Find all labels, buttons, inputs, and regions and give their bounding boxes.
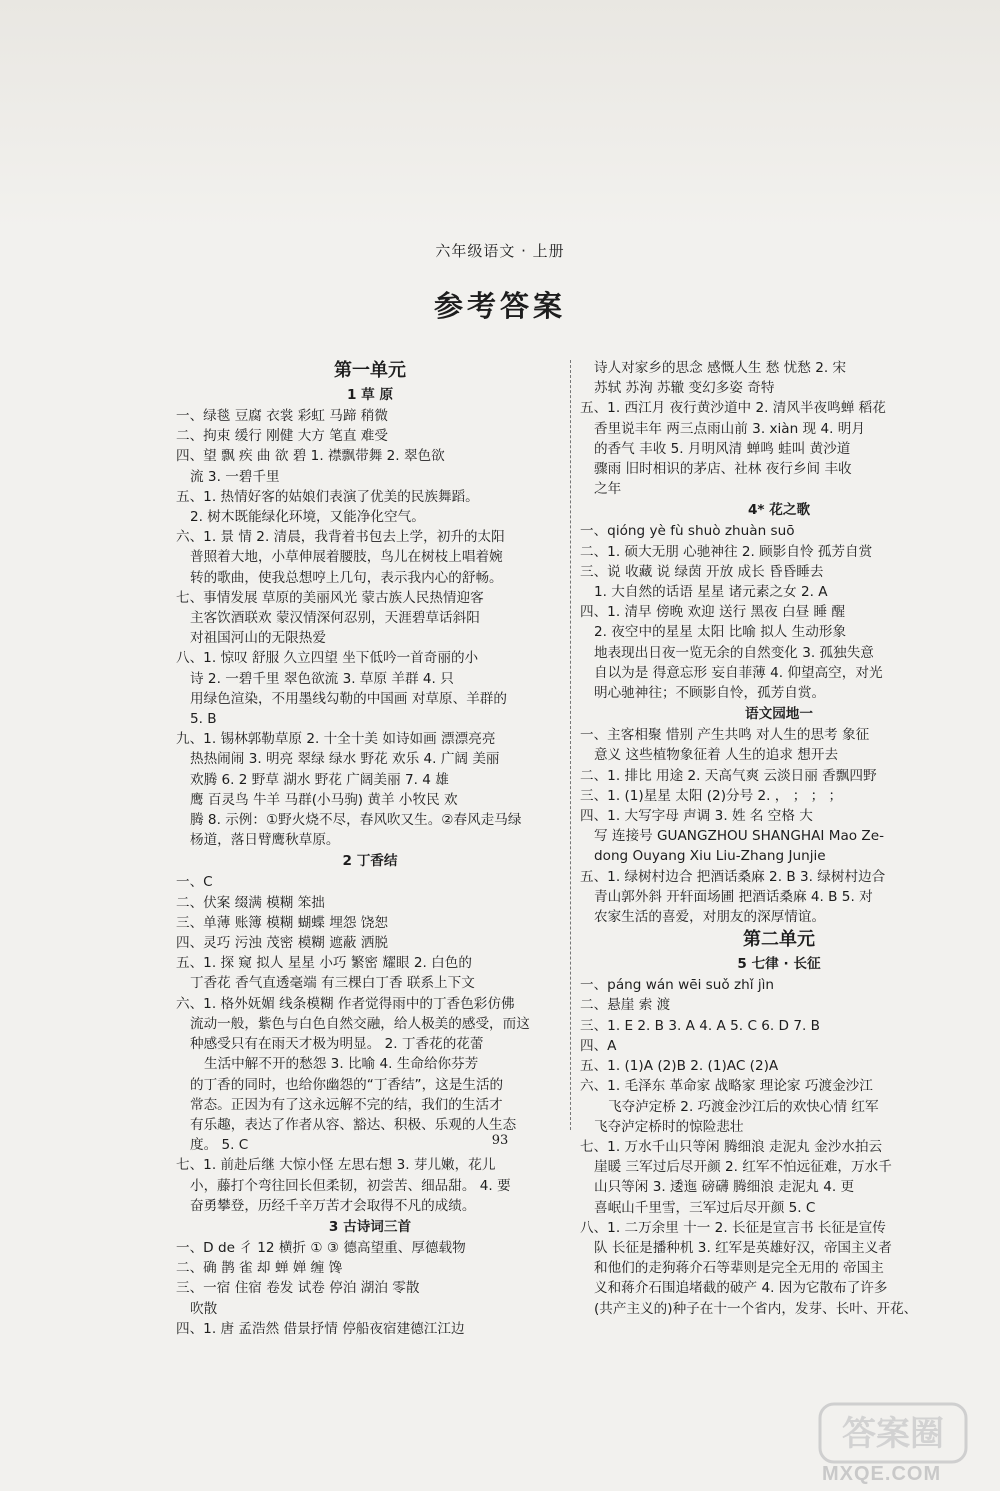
answer-line: 四、1. 唐 孟浩然 借景抒情 停船夜宿建德江江边	[176, 1320, 465, 1337]
answer-line: 生活中解不开的愁怨 3. 比喻 4. 生命给你芬芳	[204, 1056, 479, 1073]
answer-line: 五、1. (1)A (2)B 2. (1)AC (2)A	[580, 1058, 779, 1075]
answer-line: 五、1. 探 窥 拟人 星星 小巧 繁密 耀眼 2. 白色的	[176, 955, 472, 972]
answer-line: 种感受只有在雨天才极为明显。 2. 丁香花的花蕾	[190, 1036, 484, 1053]
book-subtitle: 六年级语文 · 上册	[435, 242, 565, 260]
answer-line: 山只等闲 3. 逶迤 磅礴 腾细浪 走泥丸 4. 更	[594, 1179, 855, 1196]
answer-line: 三、单薄 账簿 模糊 蝴蝶 埋怨 饶恕	[176, 914, 388, 931]
answer-line: 一、主客相聚 惜别 产生共鸣 对人生的思考 象征	[580, 727, 870, 744]
answer-line: 义和蒋介石围追堵截的破产 4. 因为它散布了许多	[594, 1280, 888, 1297]
page-number: 93	[491, 1133, 509, 1148]
answer-line: 2. 夜空中的星星 太阳 比喻 拟人 生动形象	[594, 624, 847, 641]
answer-line: 队 长征是播种机 3. 红军是英雄好汉，帝国主义者	[594, 1239, 892, 1256]
answer-line: 丁香花 香气直透毫端 有三棵白丁香 联系上下文	[190, 975, 475, 992]
answer-line: 热热闹闹 3. 明亮 翠绿 绿水 野花 欢乐 4. 广阔 美丽	[190, 751, 500, 768]
answer-line: 四、1. 大写字母 声调 3. 姓 名 空格 大	[580, 808, 813, 825]
unit-heading: 第二单元	[743, 929, 815, 951]
answer-line: 八、1. 惊叹 舒服 久立四望 坐下低吟一首奇丽的小	[176, 650, 479, 667]
answer-line: 七、事情发展 草原的美丽风光 蒙古族人民热情迎客	[176, 589, 484, 606]
answer-line: 流 3. 一碧千里	[190, 468, 280, 485]
answer-line: 二、确 鹊 雀 却 蝉 婵 缠 馋	[176, 1260, 343, 1277]
answer-line: 二、伏案 缀满 模糊 笨拙	[176, 894, 325, 911]
answer-line: 1. 大自然的话语 星星 诸元素之女 2. A	[594, 584, 828, 601]
page-scan-shade	[0, 0, 1000, 230]
answer-line: 和他们的走狗蒋介石等辈则是完全无用的 帝国主	[594, 1260, 884, 1277]
answer-line: 六、1. 格外妩媚 线条模糊 作者觉得雨中的丁香色彩仿佛	[176, 995, 515, 1012]
answer-line: 五、1. 西江月 夜行黄沙道中 2. 清风半夜鸣蝉 稻花	[580, 400, 886, 417]
answer-line: 三、说 收藏 说 绿茵 开放 成长 昏昏睡去	[580, 563, 824, 580]
answer-line: 九、1. 锡林郭勒草原 2. 十全十美 如诗如画 漂漂亮亮	[176, 731, 496, 748]
answer-line: 四、望 飘 疾 曲 欲 碧 1. 襟飘带舞 2. 翠色欲	[176, 448, 445, 465]
answer-line: 八、1. 二万余里 十一 2. 长征是宣言书 长征是宣传	[580, 1219, 886, 1236]
answer-line: 自以为是 得意忘形 妄自菲薄 4. 仰望高空，对光	[594, 664, 883, 681]
answer-line: 一、páng wán wēi suǒ zhǐ jìn	[580, 977, 775, 994]
answer-line: 青山郭外斜 开轩面场圃 把酒话桑麻 4. B 5. 对	[594, 888, 873, 905]
answer-line: 四、A	[580, 1037, 617, 1054]
lesson-heading: 语文园地一	[745, 706, 813, 723]
answer-line: 对祖国河山的无限热爱	[190, 630, 326, 647]
answer-line: 崖暖 三军过后尽开颜 2. 红军不怕远征难，万水千	[594, 1159, 892, 1176]
answer-line: 写 连接号 GUANGZHOU SHANGHAI Mao Ze-	[594, 828, 884, 845]
answer-line: 腾 8. 示例：①野火烧不尽，春风吹又生。②春风走马绿	[190, 812, 522, 829]
watermark-logo-graphic	[818, 1398, 968, 1468]
answer-line: 之年	[594, 481, 622, 498]
answer-line: 的丁香的同时，也给你幽怨的“丁香结”，这是生活的	[190, 1076, 504, 1093]
lesson-heading: 5 七律 · 长征	[737, 956, 821, 973]
answer-line: 鹰 百灵鸟 牛羊 马群(小马驹) 黄羊 小牧民 欢	[190, 791, 458, 808]
answer-line: 七、1. 万水千山只等闲 腾细浪 走泥丸 金沙水拍云	[580, 1138, 883, 1155]
answer-line: 一、qióng yè fù shuò zhuàn suō	[580, 523, 795, 540]
answer-line: 骤雨 旧时相识的茅店、社林 夜行乡间 丰收	[594, 461, 852, 478]
answer-line: 香里说丰年 两三点雨山前 3. xiàn 现 4. 明月	[594, 420, 865, 437]
answer-line: 飞夺泸定桥时的惊险悲壮	[594, 1118, 744, 1135]
answer-line: 六、1. 景 情 2. 清晨，我背着书包去上学，初升的太阳	[176, 529, 505, 546]
answer-line: 一、D de 彳 12 横折 ① ③ 德高望重、厚德载物	[176, 1239, 466, 1256]
answer-line: 喜岷山千里雪，三军过后尽开颜 5. C	[594, 1199, 816, 1216]
answer-line: 诗 2. 一碧千里 翠色欲流 3. 草原 羊群 4. 只	[190, 670, 454, 687]
answer-line: 明心驰神往；不顾影自怜，孤芳自赏。	[594, 685, 826, 702]
answer-line: 四、1. 清早 傍晚 欢迎 送行 黑夜 白昼 睡 醒	[580, 604, 846, 621]
answer-line: 奋勇攀登，历经千辛万苦才会取得不凡的成绩。	[190, 1197, 476, 1214]
lesson-heading: 4* 花之歌	[747, 502, 811, 519]
lesson-heading: 3 古诗词三首	[328, 1218, 412, 1235]
watermark-site: MXQE.COM	[822, 1463, 942, 1485]
answer-line: 诗人对家乡的思念 感慨人生 愁 忧愁 2. 宋	[594, 360, 847, 376]
answer-line: 流动一般，紫色与白色自然交融，给人极美的感受，而这	[190, 1015, 530, 1032]
column-divider	[570, 360, 571, 1130]
page-title: 参考答案	[433, 289, 566, 323]
answer-line: 地表现出日夜一览无余的自然变化 3. 孤独失意	[594, 644, 874, 661]
answer-line: 有乐趣，表达了作者从容、豁达、积极、乐观的人生态	[190, 1116, 517, 1133]
answer-line: 主客饮酒联欢 蒙汉情深何忍别，天涯碧草话斜阳	[190, 610, 480, 627]
answer-line: 常态。正因为有了这永远解不完的结，我们的生活才	[190, 1096, 503, 1113]
answer-line: dong Ouyang Xiu Liu-Zhang Junjie	[594, 848, 826, 865]
answer-line: 杨道，落日臂鹰秋草原。	[190, 832, 340, 849]
answer-line: 意义 这些植物象征着 人生的追求 想开去	[594, 747, 839, 764]
answer-line: 5. B	[190, 711, 217, 728]
answer-line: 用绿色渲染，不用墨线勾勒的中国画 对草原、羊群的	[190, 690, 507, 707]
answer-line: 三、1. E 2. B 3. A 4. A 5. C 6. D 7. B	[580, 1017, 820, 1034]
answer-line: 二、1. 硕大无朋 心驰神往 2. 顾影自怜 孤芳自赏	[580, 543, 873, 560]
answer-line: 四、灵巧 污浊 茂密 模糊 遮蔽 洒脱	[176, 935, 388, 952]
lesson-heading: 1 草 原	[346, 387, 394, 403]
answer-line: 二、悬崖 索 渡	[580, 997, 671, 1014]
answer-line: 一、绿毯 豆腐 衣裳 彩虹 马蹄 稍微	[176, 408, 388, 424]
answer-line: 2. 树木既能绿化环境，又能净化空气。	[190, 509, 425, 526]
answer-line: 度。 5. C	[190, 1137, 249, 1154]
answer-line: 三、一宿 住宿 卷发 试卷 停泊 湖泊 零散	[176, 1280, 420, 1297]
answer-line: 吹散	[190, 1300, 218, 1317]
answer-line: 的香气 丰收 5. 月明风清 蝉鸣 蛙叫 黄沙道	[594, 440, 851, 457]
answer-line: 欢腾 6. 2 野草 湖水 野花 广阔美丽 7. 4 雄	[190, 771, 449, 788]
answer-line: 二、拘束 缓行 刚健 大方 笔直 难受	[176, 428, 388, 445]
answer-line: 普照着大地，小草伸展着腰肢，鸟儿在树枝上唱着婉	[190, 549, 503, 566]
answer-line: (共产主义的)种子在十一个省内，发芽、长叶、开花、	[594, 1300, 918, 1317]
answer-line: 转的歌曲，使我总想哼上几句，表示我内心的舒畅。	[190, 569, 503, 586]
answer-line: 五、1. 热情好客的姑娘们表演了优美的民族舞蹈。	[176, 488, 479, 505]
answer-line: 一、C	[176, 874, 213, 891]
watermark-logo-text: 答案圈	[842, 1414, 944, 1454]
lesson-heading: 2 丁香结	[342, 853, 398, 870]
answer-line: 飞夺泸定桥 2. 巧渡金沙江后的欢快心情 红军	[608, 1098, 879, 1115]
right-answer-column	[580, 358, 978, 1319]
left-answer-column	[176, 358, 564, 1339]
watermark-logo	[818, 1398, 968, 1470]
answer-line: 六、1. 毛泽东 革命家 战略家 理论家 巧渡金沙江	[580, 1078, 873, 1095]
answer-line: 农家生活的喜爱，对朋友的深厚情谊。	[594, 909, 826, 926]
answer-line: 二、1. 排比 用途 2. 天高气爽 云淡日丽 香飘四野	[580, 767, 877, 784]
answer-line: 三、1. (1)星星 太阳 (2)分号 2. ， ； ； ；	[580, 787, 843, 804]
answer-line: 五、1. 绿树村边合 把酒话桑麻 2. B 3. 绿树村边合	[580, 868, 886, 885]
unit-heading: 第一单元	[334, 360, 406, 381]
answer-line: 小，藤打个弯往回长但柔韧，初尝苦、细品甜。 4. 要	[190, 1177, 511, 1194]
answer-line: 苏轼 苏洵 苏辙 变幻多姿 奇特	[594, 380, 775, 397]
answer-line: 七、1. 前赴后继 大惊小怪 左思右想 3. 芽儿嫩，花儿	[176, 1157, 496, 1174]
